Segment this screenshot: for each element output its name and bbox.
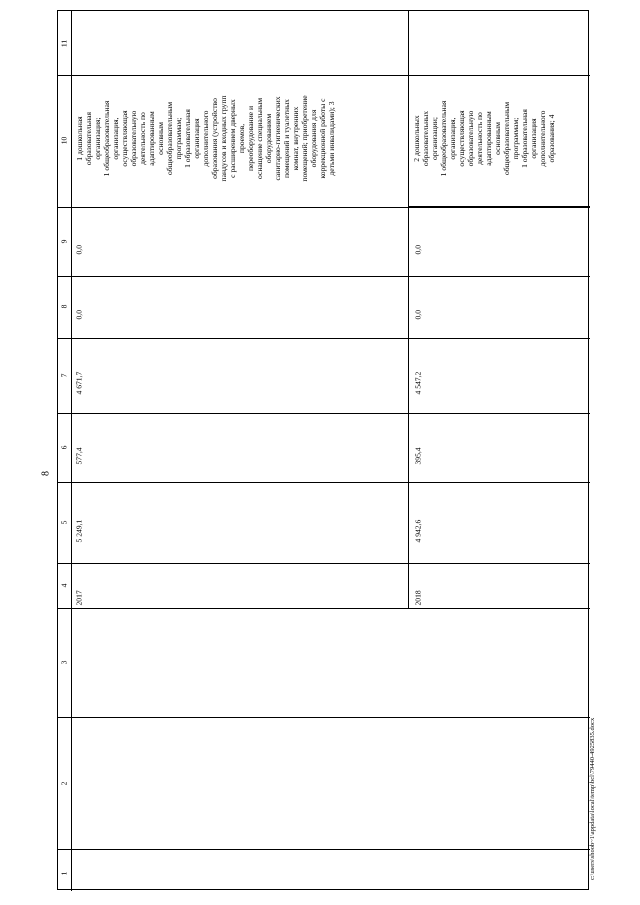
column-divider [58, 849, 590, 850]
cell-col7-2017: 4 671,7 [74, 371, 84, 395]
cell-col9-2018: 0,0 [413, 245, 423, 255]
col-number-6: 6 [59, 445, 69, 450]
col-number-3: 3 [59, 660, 69, 665]
column-divider [58, 717, 590, 718]
column-divider [58, 563, 590, 564]
row-divider-2017-2018 [408, 207, 409, 608]
cell-col10-2017: 1 дошкольная образовательная организация; 1 общеобразовательная организация, осуществляющая образовательную деятельность по адаптированным основным общеобразовательным программам; 1 образовательная организация дополнительного образования (устройство пандусов и входных групп с расширением дверных проемов, переоборудование и оснащение специальным оборудованием санитарно-гигиенических помещений и туалетных комнат, внутренних помещений; приобретение оборудования для коррекционной работы с детьми инвалидами); 3 [75, 95, 336, 182]
table [57, 10, 589, 890]
col-number-5: 5 [59, 520, 69, 525]
header-band-divider [71, 11, 72, 891]
col-number-10: 10 [59, 136, 69, 145]
cell-col6-2017: 577,4 [74, 447, 84, 465]
row-divider-2017-2018-ext [408, 11, 409, 207]
column-divider [58, 608, 590, 609]
cell-col5-2017: 5 249,1 [74, 519, 84, 543]
footer-file-path: c:\users\shoob~1\appdata\local\temp\bcl\79440-4925835.docx [589, 717, 596, 880]
cell-col9-2017: 0,0 [74, 245, 84, 255]
col-number-7: 7 [59, 373, 69, 378]
page-number: 8 [40, 471, 52, 476]
cell-col10-2018: 2 дошкольных образовательных организации; 1 общеобразовательная организация, осуществляющая образовательную деятельность по адаптированным основным общеобразовательным программам; 1 образовательная организация дополнительного образования; 4 [412, 100, 556, 177]
col-number-4: 4 [59, 583, 69, 588]
col-number-2: 2 [59, 781, 69, 786]
column-divider [58, 413, 590, 414]
cell-year-2017: 2017 [74, 590, 84, 606]
column-divider [58, 482, 590, 483]
column-divider [58, 207, 590, 208]
col-number-9: 9 [59, 239, 69, 244]
column-divider [58, 338, 590, 339]
cell-year-2018: 2018 [413, 590, 423, 606]
col-number-1: 1 [59, 871, 69, 876]
col-number-8: 8 [59, 304, 69, 309]
col-number-11: 11 [59, 39, 69, 48]
cell-col6-2018: 395,4 [413, 447, 423, 465]
cell-col5-2018: 4 942,6 [413, 519, 423, 543]
cell-col8-2018: 0,0 [413, 310, 423, 320]
column-divider [58, 276, 590, 277]
cell-col8-2017: 0,0 [74, 310, 84, 320]
cell-col7-2018: 4 547,2 [413, 371, 423, 395]
